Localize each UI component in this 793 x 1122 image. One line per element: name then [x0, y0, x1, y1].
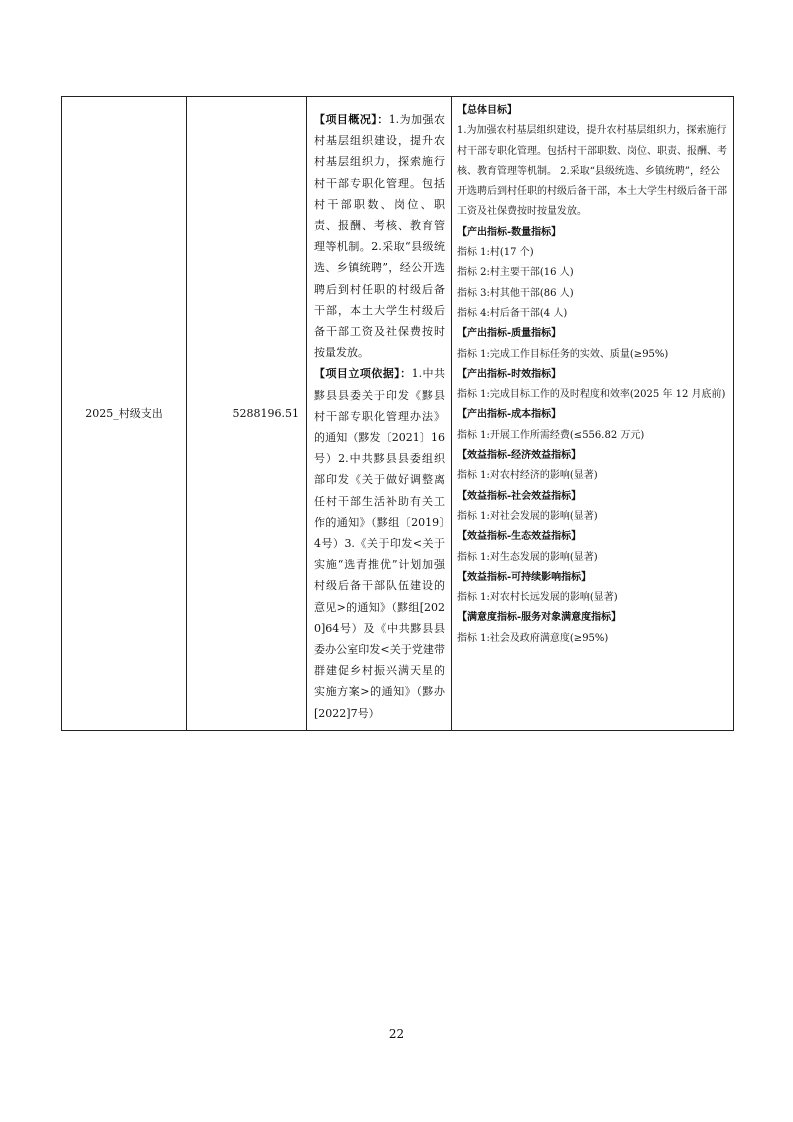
- goal-section-heading: 【效益指标-社会效益指标】: [457, 490, 582, 502]
- goal-item: 指标 1:对农村长远发展的影响(显著): [457, 592, 618, 604]
- basis-text: 1.中共黟县县委关于印发《黟县村干部专职化管理办法》的通知（黟发〔2021〕16号）2.中共黟县县委组织部印发《关于做好调整离任村干部生活补助有关工作的通知》（黟组〔2019〕4号）3.《关于印发<关于实施“选青推优”计划加强村级后备干部队伍建设的意见>的通知》（黟组[2020]64号）及《中共黟县县委办公室印发<关于党建带群建促乡村振兴满天星的实施方案>的通知》（黟办[2022]7号）: [314, 367, 445, 720]
- overview-text: 1.为加强农村基层组织建设，提升农村基层组织力，探索施行村干部专职化管理。包括村干部职数、岗位、职责、报酬、考核、教育管理等机制。2.采取“县级统选、乡镇统聘”，经公开选聘后到村任职的村级后备干部，本土大学生村级后备干部工资及社保费按时按量发放。: [314, 113, 446, 360]
- goal-item: 指标 3:村其他干部(86 人): [457, 287, 574, 299]
- goal-item: 指标 1:社会及政府满意度(≥95%): [457, 632, 609, 644]
- overview-heading: 【项目概况】：: [314, 113, 389, 126]
- goal-item: 指标 1:村(17 个): [457, 247, 534, 259]
- project-name: 2025_村级支出: [85, 407, 163, 421]
- goal-item: 1.为加强农村基层组织建设，提升农村基层组织力，探索施行村干部专职化管理。包括村干部职数、岗位、职责、报酬、考核、教育管理等机制。 2.采取“县级统选、乡镇统聘”，经公开选聘后到村任职的村级后备干部，本土大学生村级后备干部工资及社保费按时按量发放。: [457, 125, 727, 218]
- goal-item: 指标 1:对农村经济的影响(显著): [457, 470, 598, 482]
- goal-section-heading: 【产出指标-数量指标】: [457, 226, 562, 238]
- project-amount: 5288196.51: [232, 406, 299, 420]
- project-description: [307, 97, 451, 730]
- goal-item: 指标 1:开展工作所需经费(≤556.82 万元): [457, 429, 645, 441]
- page-number: 22: [388, 1027, 405, 1041]
- goal-item: 指标 4:村后备干部(4 人): [457, 307, 568, 319]
- description-cell: [307, 97, 452, 731]
- goal-item: 指标 1:完成工作目标任务的实效、质量(≥95%): [457, 348, 669, 360]
- goal-section-heading: 【产出指标-成本指标】: [457, 409, 562, 421]
- goal-section-heading: 【总体目标】: [457, 105, 517, 116]
- goal-section-heading: 【效益指标-生态效益指标】: [457, 531, 582, 543]
- basis-heading: 【项目立项依据】：: [314, 367, 412, 381]
- goal-item: 指标 1:对生态发展的影响(显著): [457, 551, 598, 563]
- goal-item: 指标 1:对社会发展的影响(显著): [457, 510, 598, 522]
- goal-section-heading: 【效益指标-经济效益指标】: [457, 450, 582, 462]
- goal-section-heading: 【满意度指标-服务对象满意度指标】: [457, 612, 622, 624]
- performance-goals-list: [452, 97, 733, 651]
- amount-cell: [187, 97, 307, 731]
- goal-section-heading: 【产出指标-时效指标】: [457, 368, 562, 380]
- goals-cell: [452, 97, 734, 731]
- goal-item: 指标 1:完成目标工作的及时程度和效率(2025 年 12 月底前): [457, 389, 726, 401]
- goal-item: 指标 2:村主要干部(16 人): [457, 267, 574, 279]
- goal-section-heading: 【效益指标-可持续影响指标】: [457, 571, 592, 583]
- project-name-cell: [62, 97, 187, 731]
- table-row: [62, 97, 734, 731]
- goal-section-heading: 【产出指标-质量指标】: [457, 328, 562, 340]
- budget-table: [61, 96, 734, 731]
